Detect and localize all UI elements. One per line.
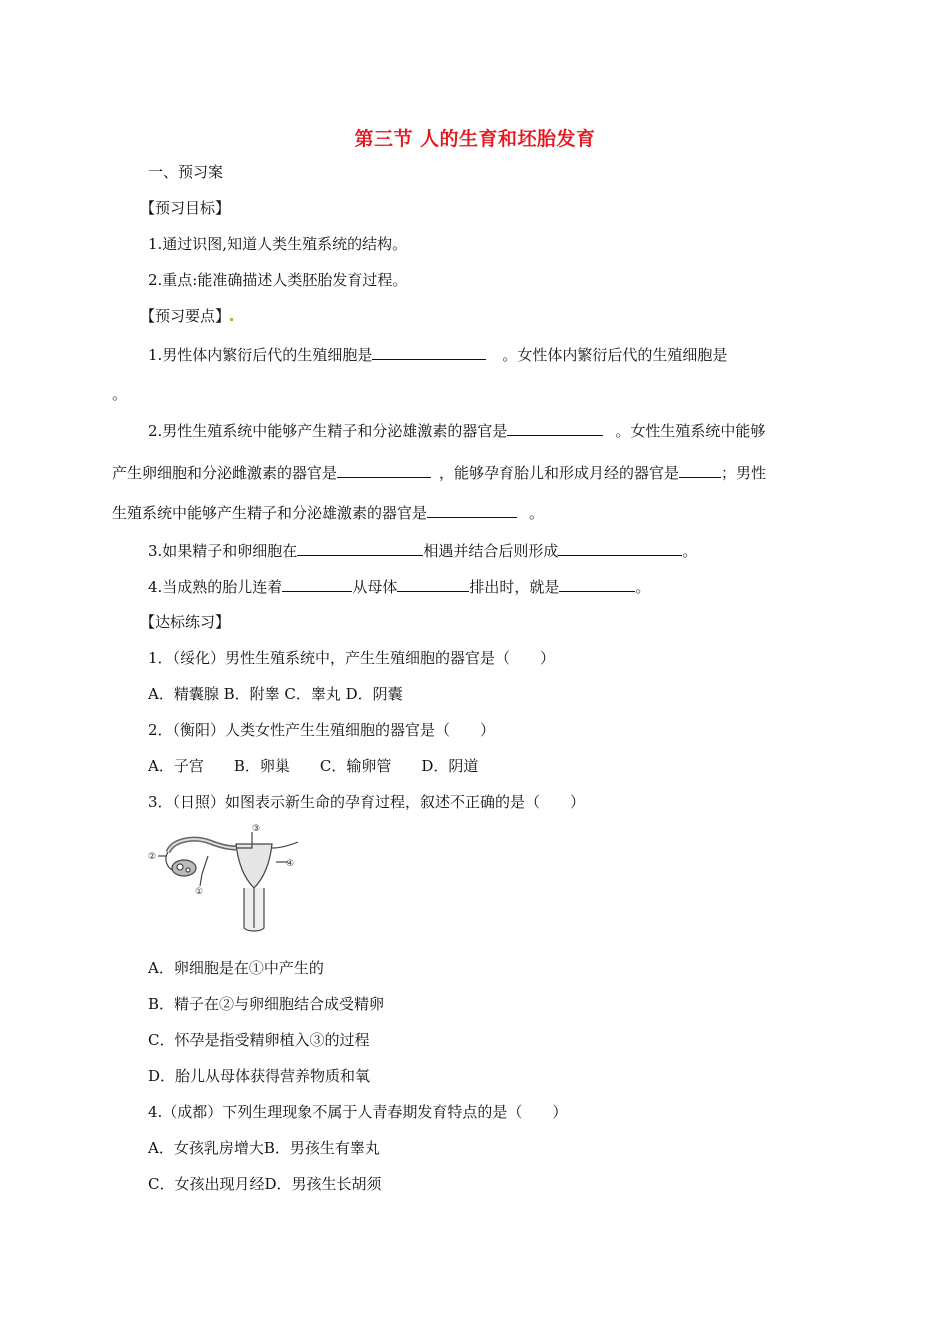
point-1-text-a: 1.男性体内繁衍后代的生殖细胞是 [148,346,373,364]
figure-label-3: ③ [252,824,261,834]
question-3-option-a: A．卵细胞是在①中产生的 [148,959,324,977]
goals-heading: 【预习目标】 [140,199,231,217]
point-2-line-3 [112,502,544,523]
blank-field [397,576,469,592]
point-2-text-b: 。女性生殖系统中能够 [615,422,766,440]
question-3-option-c: C．怀孕是指受精卵植入③的过程 [148,1031,370,1049]
question-4-options-cd: C．女孩出现月经D．男孩生长胡须 [148,1175,382,1193]
question-3-option-b: B．精子在②与卵细胞结合成受精卵 [148,995,385,1013]
blank-field [679,462,721,478]
point-2-text-h: 。 [529,504,545,522]
page-title: 第三节 人的生育和坯胎发育 [354,128,596,150]
figure-label-2: ② [148,852,157,862]
point-4-text-b: 从母体 [352,578,398,596]
blank-field [297,540,423,556]
blank-field [282,576,352,592]
points-heading-text: 【预习要点】 [140,307,231,325]
question-3: 3．（日照）如图表示新生命的孕育过程，叙述不正确的是（ ） [148,793,586,811]
reproductive-system-figure [148,822,298,934]
point-4-text-a: 4.当成熟的胎儿连着 [148,578,283,596]
point-2-text-a: 2.男性生殖系统中能够产生精子和分泌雄激素的器官是 [148,422,508,440]
point-2-line-1 [148,420,765,441]
question-1: 1．（绥化）男性生殖系统中，产生生殖细胞的器官是（ ） [148,649,556,667]
points-heading [140,306,233,326]
point-2-line-2 [112,462,766,483]
point-3-text-c: 。 [682,542,698,560]
point-2-text-c: 产生卵细胞和分泌雌激素的器官是 [112,464,338,482]
figure-label-4: ④ [286,859,295,869]
point-1-end: 。 [112,385,128,403]
goal-1: 1.通过识图,知道人类生殖系统的结构。 [148,235,408,253]
blank-field [558,540,682,556]
point-2-text-f: ；男性 [721,464,767,482]
point-1-line [148,344,727,365]
question-3-option-d: D．胎儿从母体获得营养物质和氧 [148,1067,371,1085]
blank-field [507,420,603,436]
question-2: 2．（衡阳）人类女性产生生殖细胞的器官是（ ） [148,721,496,739]
blank-field [559,576,635,592]
question-4: 4.（成都）下列生理现象不属于人青春期发育特点的是（ ） [148,1103,568,1121]
question-1-options: A．精囊腺 B．附睾 C．睾丸 D．阴囊 [148,685,403,703]
blank-field [337,462,431,478]
point-3-line [148,540,697,561]
section-heading-preview: 一、预习案 [148,163,224,181]
point-4-text-d: 。 [635,578,651,596]
question-4-options-ab: A．女孩乳房增大B．男孩生有睾丸 [148,1139,380,1157]
point-2-text-d: ， [439,464,455,482]
point-1-text-b: 。女性体内繁衍后代的生殖细胞是 [502,346,728,364]
point-3-text-b: 相遇并结合后则形成 [423,542,559,560]
figure-label-1: ① [195,887,204,897]
blank-field [372,344,486,360]
point-4-text-c: 排出时，就是 [469,578,560,596]
point-4-line [148,576,650,597]
point-3-text-a: 3.如果精子和卵细胞在 [148,542,298,560]
point-2-text-e: 能够孕育胎儿和形成月经的器官是 [454,464,680,482]
goal-2: 2.重点:能准确描述人类胚胎发育过程。 [148,271,408,289]
practice-heading: 【达标练习】 [140,613,231,631]
question-2-options: A．子宫 B．卵巢 C．输卵管 D．阴道 [148,757,479,775]
point-2-text-g: 生殖系统中能够产生精子和分泌雄激素的器官是 [112,504,428,522]
blank-field [427,502,517,518]
stray-dot [230,318,233,321]
